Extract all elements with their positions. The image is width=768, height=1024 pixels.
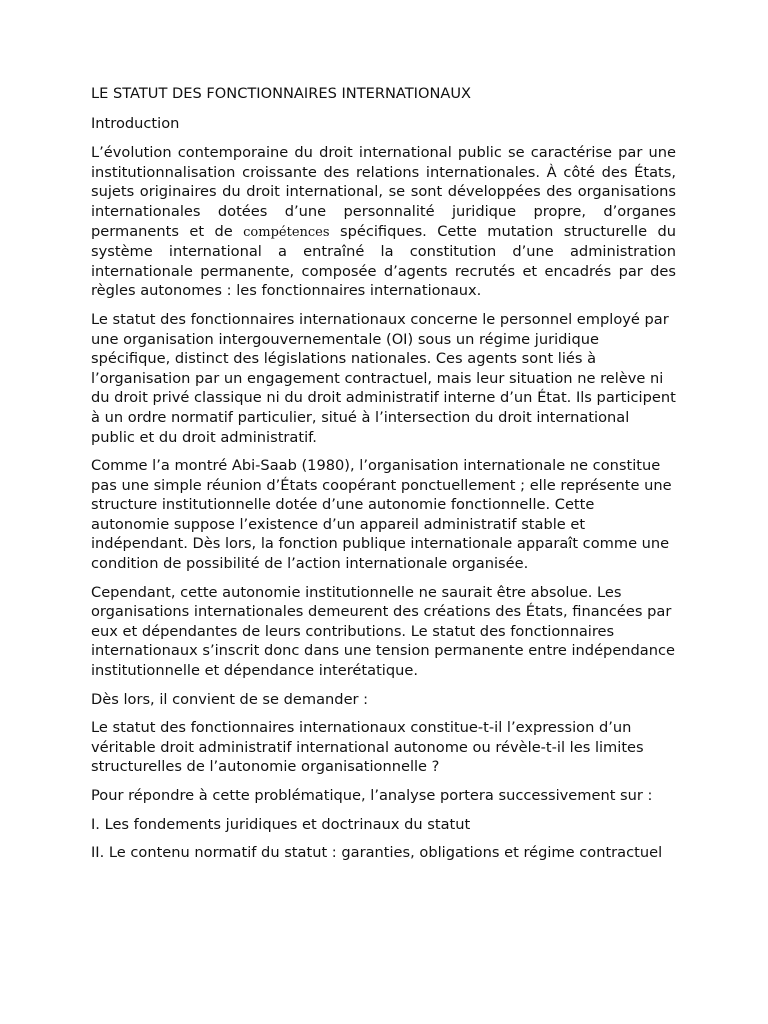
document-body [91,84,676,872]
plan-item-1: I. Les fondements juridiques et doctrinaux du statut [91,815,471,833]
paragraph-1 [91,143,676,301]
paragraph-1-serif-word: compétences [243,224,330,240]
section-heading: Introduction [91,114,180,132]
document-title: LE STATUT DES FONCTIONNAIRES INTERNATIONAUX [91,85,472,102]
plan-item-2: II. Le contenu normatif du statut : garanties, obligations et régime contractuel [91,844,663,862]
paragraph-2: Le statut des fonctionnaires internationaux concerne le personnel employé par une organisation intergouvernementale (OI) sous un régime juridique spécifique, distinct des législations nationales. Ces agents sont liés à l’organisation par un engagement contractuel, mais leur situation ne relève ni du droit privé classique ni du droit administratif interne d’un État. Ils participent à un ordre normatif particulier, situé à l’intersection du droit international public et du droit administratif. [91,310,676,446]
paragraph-1-part-1: L’évolution contemporaine du droit international public se caractérise par une institutionnalisation croissante des relations internationales. À côté des États, sujets originaires du droit international, se sont développées des organisations internationales dotées d’une personnalité juridique propre, d’organes permanents et de [91,144,676,240]
paragraph-3: Comme l’a montré Abi-Saab (1980), l’organisation internationale ne constitue pas une simple réunion d’États coopérant ponctuellement ; elle représente une structure institutionnelle dotée d’une autonomie fonctionnelle. Cette autonomie suppose l’existence d’un appareil administratif stable et indépendant. Dès lors, la fonction publique internationale apparaît comme une condition de possibilité de l’action internationale organisée. [91,457,672,573]
paragraph-1-part-2: spécifiques. Cette mutation structurelle du système international a entraîné la constitution d’une administration internationale permanente, composée d’agents recrutés et encadrés par des règles autonomes : les fonctionnaires internationaux. [91,222,676,300]
paragraph-7: Pour répondre à cette problématique, l’analyse portera successivement sur : [91,787,653,804]
paragraph-6: Le statut des fonctionnaires internationaux constitue-t-il l’expression d’un véritable droit administratif international autonome ou révèle-t-il les limites structurelles de l’autonomie organisationnelle ? [91,719,644,776]
paragraph-4: Cependant, cette autonomie institutionnelle ne saurait être absolue. Les organisations internationales demeurent des créations des États, financées par eux et dépendantes de leurs contributions. Le statut des fonctionnaires internationaux s’inscrit donc dans une tension permanente entre indépendance institutionnelle et dépendance interétatique. [91,583,675,680]
paragraph-5: Dès lors, il convient de se demander : [91,690,369,708]
